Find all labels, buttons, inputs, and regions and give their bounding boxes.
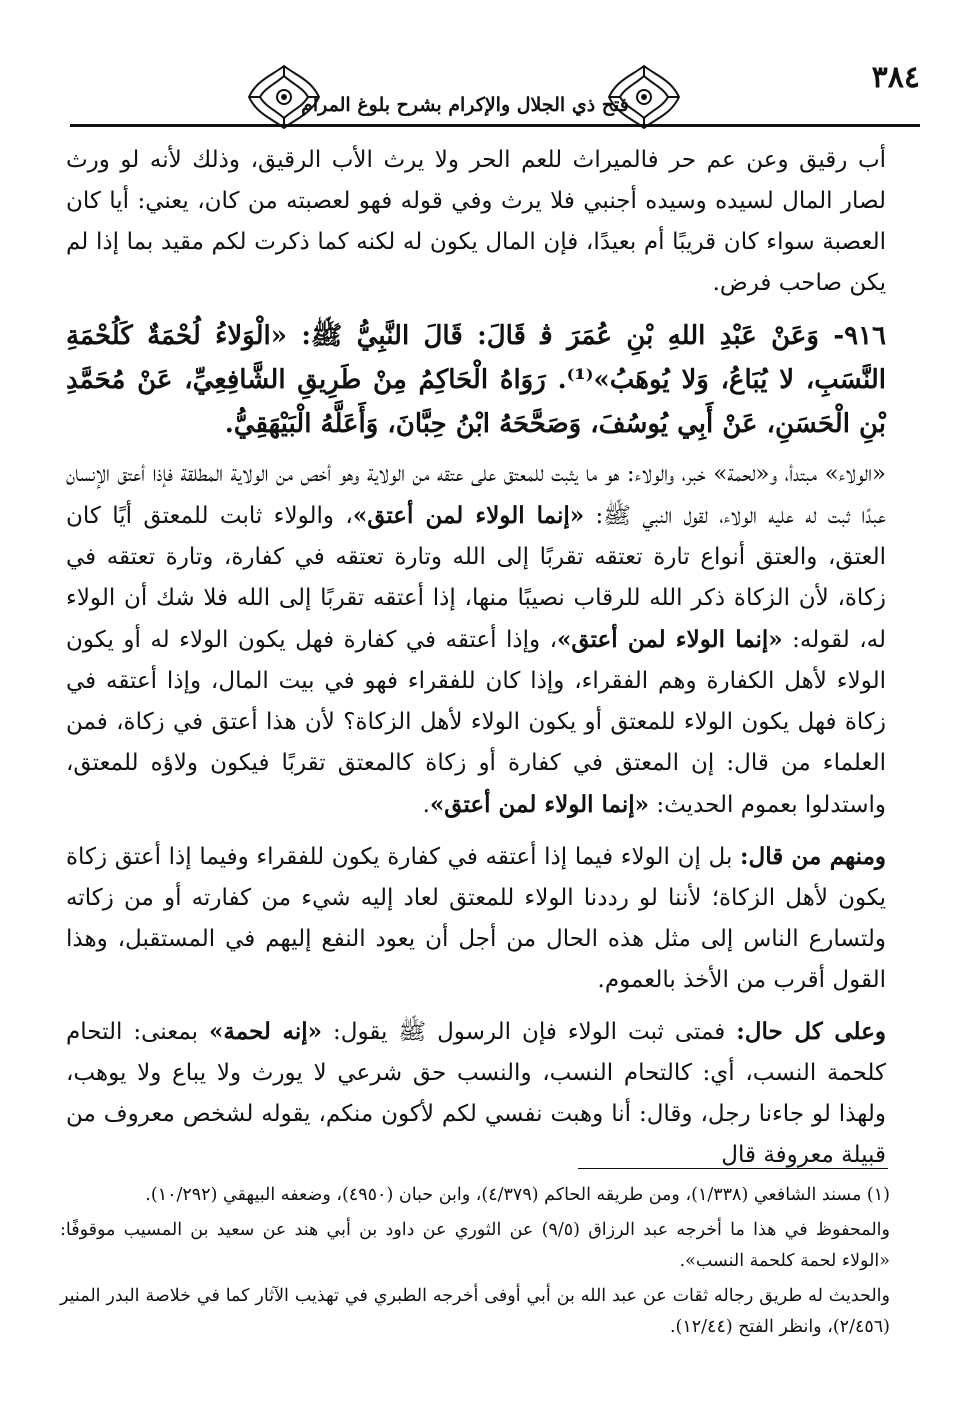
- quoted-hadith: «إنما الولاء لمن أعتق»: [557, 626, 783, 653]
- hadith-block: [66, 314, 886, 446]
- page-header: [40, 52, 920, 132]
- text-run: .: [422, 792, 430, 818]
- footnote-rule: [578, 1168, 888, 1169]
- text-run: بمعنى: التحام كلحمة النسب، أي: كالتحام النسب، والنسب حق شرعي لا يورث ولا يباع ولا يوهب، ولهذا لو جاءنا رجل، وقال: أنا وهبت نفسي لكم لأكون منكم، يقوله لشخص معروف من قبيلة معروفة قال: [66, 1019, 886, 1168]
- hadith-number: ٩١٦-: [833, 321, 887, 351]
- text-run: بل إن الولاء فيما إذا أعتقه في كفارة يكون للفقراء وفيما إذا أعتق زكاة يكون لأهل الزكاة؛ لأننا لو رددنا الولاء للمعتق لعاد إليه شيء من كفارته أو من زكاته ولتسارع الناس إلى مثل هذه الحال من أجل أن يعود النفع إليهم في المستقبل، وهذا القول أقرب من الأخذ بالعموم.: [66, 844, 886, 993]
- main-text: [66, 140, 886, 1186]
- quoted-hadith: «إنما الولاء لمن أعتق»: [429, 791, 650, 818]
- header-rule: [70, 124, 920, 127]
- text-run: فمتى ثبت الولاء فإن الرسول ﷺ يقول:: [322, 1019, 737, 1045]
- text-run: ، وإذا أعتقه في كفارة فهل يكون الولاء له أو يكون الولاء لأهل الكفارة وهم الفقراء، وإذا كان للفقراء فهو في بيت المال، وإذا أعتقه في زكاة فهل يكون الولاء للمعتق أو يكون الولاء لأهل الزكاة؟ لأن هذا أعتق في زكاة، فمن العلماء من قال: إن المعتق في كفارة أو زكاة كالمعتق تقربًا فيكون ولاؤه للمعتق، واستدلوا بعموم الحديث:: [66, 627, 886, 818]
- footnotes: [60, 1180, 890, 1347]
- page-number: ٣٨٤: [871, 60, 920, 95]
- arabesque-ornament-icon: [245, 62, 323, 132]
- footnote-1-continued: والمحفوظ في هذا ما أخرجه عبد الرزاق (٩/٥) عن الثوري عن داود بن أبي هند عن سعيد بن المسيب موقوفًا: «الولاء لحمة كلحمة النسب».: [60, 1220, 890, 1271]
- footnote-2: والحديث له طريق رجاله ثقات عن عبد الله بن أبي أوفى أخرجه الطبري في تهذيب الآثار كما في خلاصة البدر المنير (٢/٤٥٦)، وانظر الفتح (١٢/٤٤).: [60, 1286, 890, 1337]
- paragraph: [66, 1011, 886, 1176]
- paragraph: [66, 836, 886, 1001]
- quoted-hadith: «إنما الولاء لمن أعتق»: [352, 502, 585, 529]
- running-title: فتح ذي الجلال والإكرام بشرح بلوغ المرام: [301, 94, 629, 116]
- bold-lead: ومنهم من قال:: [740, 843, 886, 870]
- footnote-1: (١) مسند الشافعي (١/٣٣٨)، ومن طريقه الحاكم (٤/٣٧٩)، وابن حبان (٤٩٥٠)، وضعفه البيهقي (١٠/٢٩٢).: [145, 1185, 890, 1205]
- quoted-hadith: «إنه لحمة»: [209, 1018, 323, 1045]
- hadith-text: وَعَنْ عَبْدِ اللهِ بْنِ عُمَرَ ﭬ قَالَ: قَالَ النَّبِيُّ ﷺ: «الْوَلاءُ لُحْمَةٌ كَلُحْمَةِ النَّسَبِ، لا يُبَاعُ، وَلا يُوهَبُ»⁽¹⁾. رَوَاهُ الْحَاكِمُ مِنْ طَرِيقِ الشَّافِعِيِّ، عَنْ مُحَمَّدِ بْنِ الْحَسَنِ، عَنْ أَبِي يُوسُفَ، وَصَحَّحَهُ ابْنُ حِبَّانَ، وَأَعَلَّهُ الْبَيْهَقِيُّ.: [66, 321, 886, 439]
- paragraph: [66, 454, 886, 826]
- text-run: ، والولاء ثابت للمعتق أيًا كان العتق، والعتق أنواع تارة تعتقه تقربًا إلى الله وتارة تعتقه في كفارة، وتارة تعتقه في زكاة، لأن الزكاة ذكر الله للرقاب نصيبًا منها، إذا أعتقه تقربًا إلى الله فلا شك أن الولاء له، لقوله:: [66, 503, 886, 653]
- text-run: «الولاء» مبتدأ، و«لحمة» خبر، والولاء: هو ما يثبت للمعتق على عتقه من الولاية وهو أخص من الولاية المطلقة فإذا أعتق الإنسان عبدًا ثبت له عليه الولاء، لقول النبي ﷺ:: [66, 461, 886, 529]
- bold-lead: وعلى كل حال:: [736, 1018, 886, 1045]
- paragraph: أب رقيق وعن عم حر فالميراث للعم الحر ولا يرث الأب الرقيق، وذلك لأنه لو ورث لصار المال لسيده وسيده أجنبي فلا يرث وفي قوله فهو لعصبته من كان، يعني: أيا كان العصبة سواء كان قريبًا أم بعيدًا، فإن المال يكون له لكنه كما ذكرت لكم مقيد بما إذا لم يكن صاحب فرض.: [66, 147, 886, 296]
